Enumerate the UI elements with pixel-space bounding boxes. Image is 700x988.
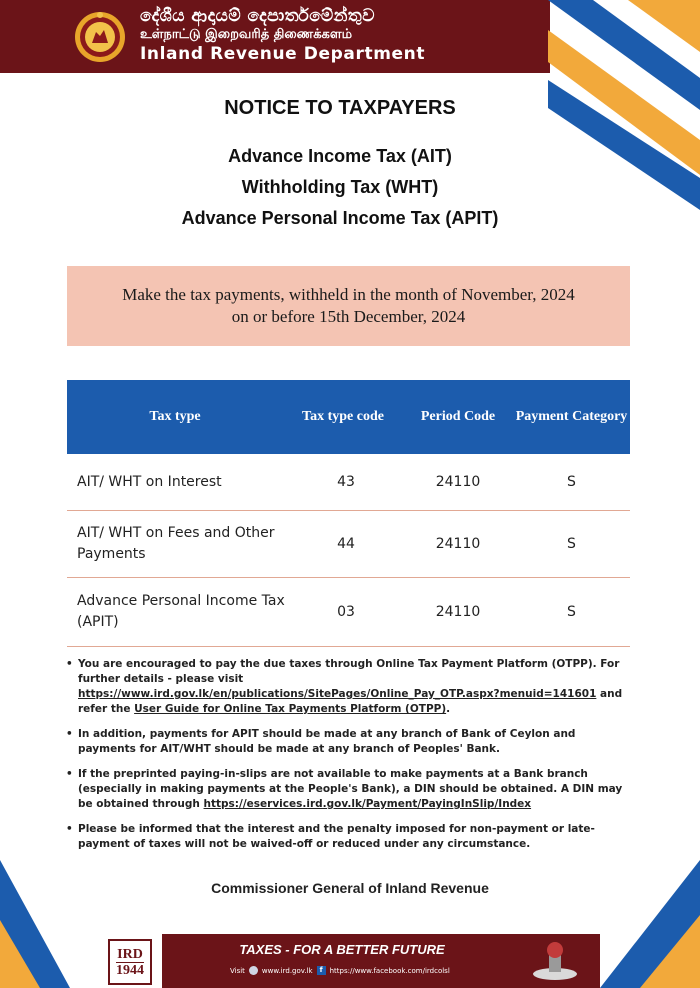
instructions-list xyxy=(66,657,626,862)
visit-label: Visit xyxy=(230,966,245,975)
header-period-code: Period Code xyxy=(420,409,496,424)
notice-title: NOTICE TO TAXPAYERS xyxy=(224,97,456,119)
header-tax-type-code: Tax type code xyxy=(302,409,384,424)
bullet-2-text: In addition, payments for APIT should be made at any branch of Bank of Ceylon and payments for AIT/WHT should be made at any branch of Peoples' Bank. xyxy=(78,728,576,755)
header-banner xyxy=(0,0,550,73)
list-item xyxy=(66,727,626,757)
ird-logo-text: IRD xyxy=(117,946,143,962)
facebook-link[interactable]: https://www.facebook.com/irdcolsl xyxy=(329,966,450,975)
header-tax-type: Tax type xyxy=(149,409,201,424)
cell-tax-type-code: 43 xyxy=(337,474,355,490)
header-sinhala: දේශීය ආදායම් දෙපාර්තමේන්තුව xyxy=(140,6,375,26)
cell-payment-category: S xyxy=(567,604,576,620)
tax-name-wht: Withholding Tax (WHT) xyxy=(241,177,439,197)
footer-bar xyxy=(162,934,600,988)
cell-payment-category: S xyxy=(567,474,576,490)
cell-tax-type: AIT/ WHT on Fees and Other Payments xyxy=(77,525,275,562)
ird-1944-logo xyxy=(108,939,152,985)
tax-name-apit: Advance Personal Income Tax (APIT) xyxy=(181,208,499,228)
cell-tax-type-code: 03 xyxy=(337,604,355,620)
tax-name-ait: Advance Income Tax (AIT) xyxy=(228,146,452,166)
table-row xyxy=(67,454,630,511)
header-tamil: உள்நாட்டு இறைவரித் திணைக்களம் xyxy=(140,27,353,42)
website-link[interactable]: www.ird.gov.lk xyxy=(261,966,313,975)
cell-period-code: 24110 xyxy=(435,604,481,620)
list-item xyxy=(66,657,626,717)
deadline-line-2: on or before 15th December, 2024 xyxy=(231,307,466,326)
table-row xyxy=(67,578,630,647)
cell-period-code: 24110 xyxy=(435,474,481,490)
din-paying-in-slip-link[interactable]: https://eservices.ird.gov.lk/Payment/PayingInSlip/Index xyxy=(203,798,532,810)
tax-code-table xyxy=(67,380,630,647)
sri-lanka-emblem-icon xyxy=(74,10,126,64)
ird-logo-year: 1944 xyxy=(116,962,144,978)
header-english: Inland Revenue Department xyxy=(140,44,426,64)
list-item xyxy=(66,767,626,812)
cell-tax-type: AIT/ WHT on Interest xyxy=(77,473,222,490)
table-header xyxy=(67,380,630,454)
facebook-icon: f xyxy=(317,966,326,975)
footer-slogan: TAXES - FOR A BETTER FUTURE xyxy=(239,942,445,957)
deadline-box xyxy=(67,266,630,346)
cell-payment-category: S xyxy=(567,536,576,552)
bullet-1-text: You are encouraged to pay the due taxes through Online Tax Payment Platform (OTPP). For further details - please visit xyxy=(78,658,620,685)
otpp-info-link[interactable]: https://www.ird.gov.lk/en/publications/SitePages/Online_Pay_OTP.aspx?menuid=141601 xyxy=(78,688,597,700)
cell-tax-type-code: 44 xyxy=(337,536,355,552)
bullet-1-end: . xyxy=(446,703,451,715)
list-item xyxy=(66,822,626,852)
globe-icon xyxy=(249,966,258,975)
footer-links xyxy=(230,966,450,975)
rubber-stamp-icon xyxy=(530,940,580,982)
signature-commissioner: Commissioner General of Inland Revenue xyxy=(211,880,489,896)
header-payment-category: Payment Category xyxy=(515,409,628,424)
bullet-1-refer: and refer the xyxy=(78,688,623,715)
bullet-3-text: If the preprinted paying-in-slips are not available to make payments at a Bank branch (especially in making payments at the People's Bank), a DIN should be obtained. A DIN may be obtained through xyxy=(78,768,623,810)
cell-tax-type: Advance Personal Income Tax (APIT) xyxy=(77,593,285,630)
otpp-user-guide-link[interactable]: User Guide for Online Tax Payments Platform (OTPP) xyxy=(134,703,447,715)
deadline-line-1: Make the tax payments, withheld in the month of November, 2024 xyxy=(122,285,575,304)
bullet-4-text: Please be informed that the interest and the penalty imposed for non-payment or late-payment of taxes will not be waived-off or reduced under any circumstance. xyxy=(78,823,595,850)
cell-period-code: 24110 xyxy=(435,536,481,552)
table-row xyxy=(67,511,630,578)
